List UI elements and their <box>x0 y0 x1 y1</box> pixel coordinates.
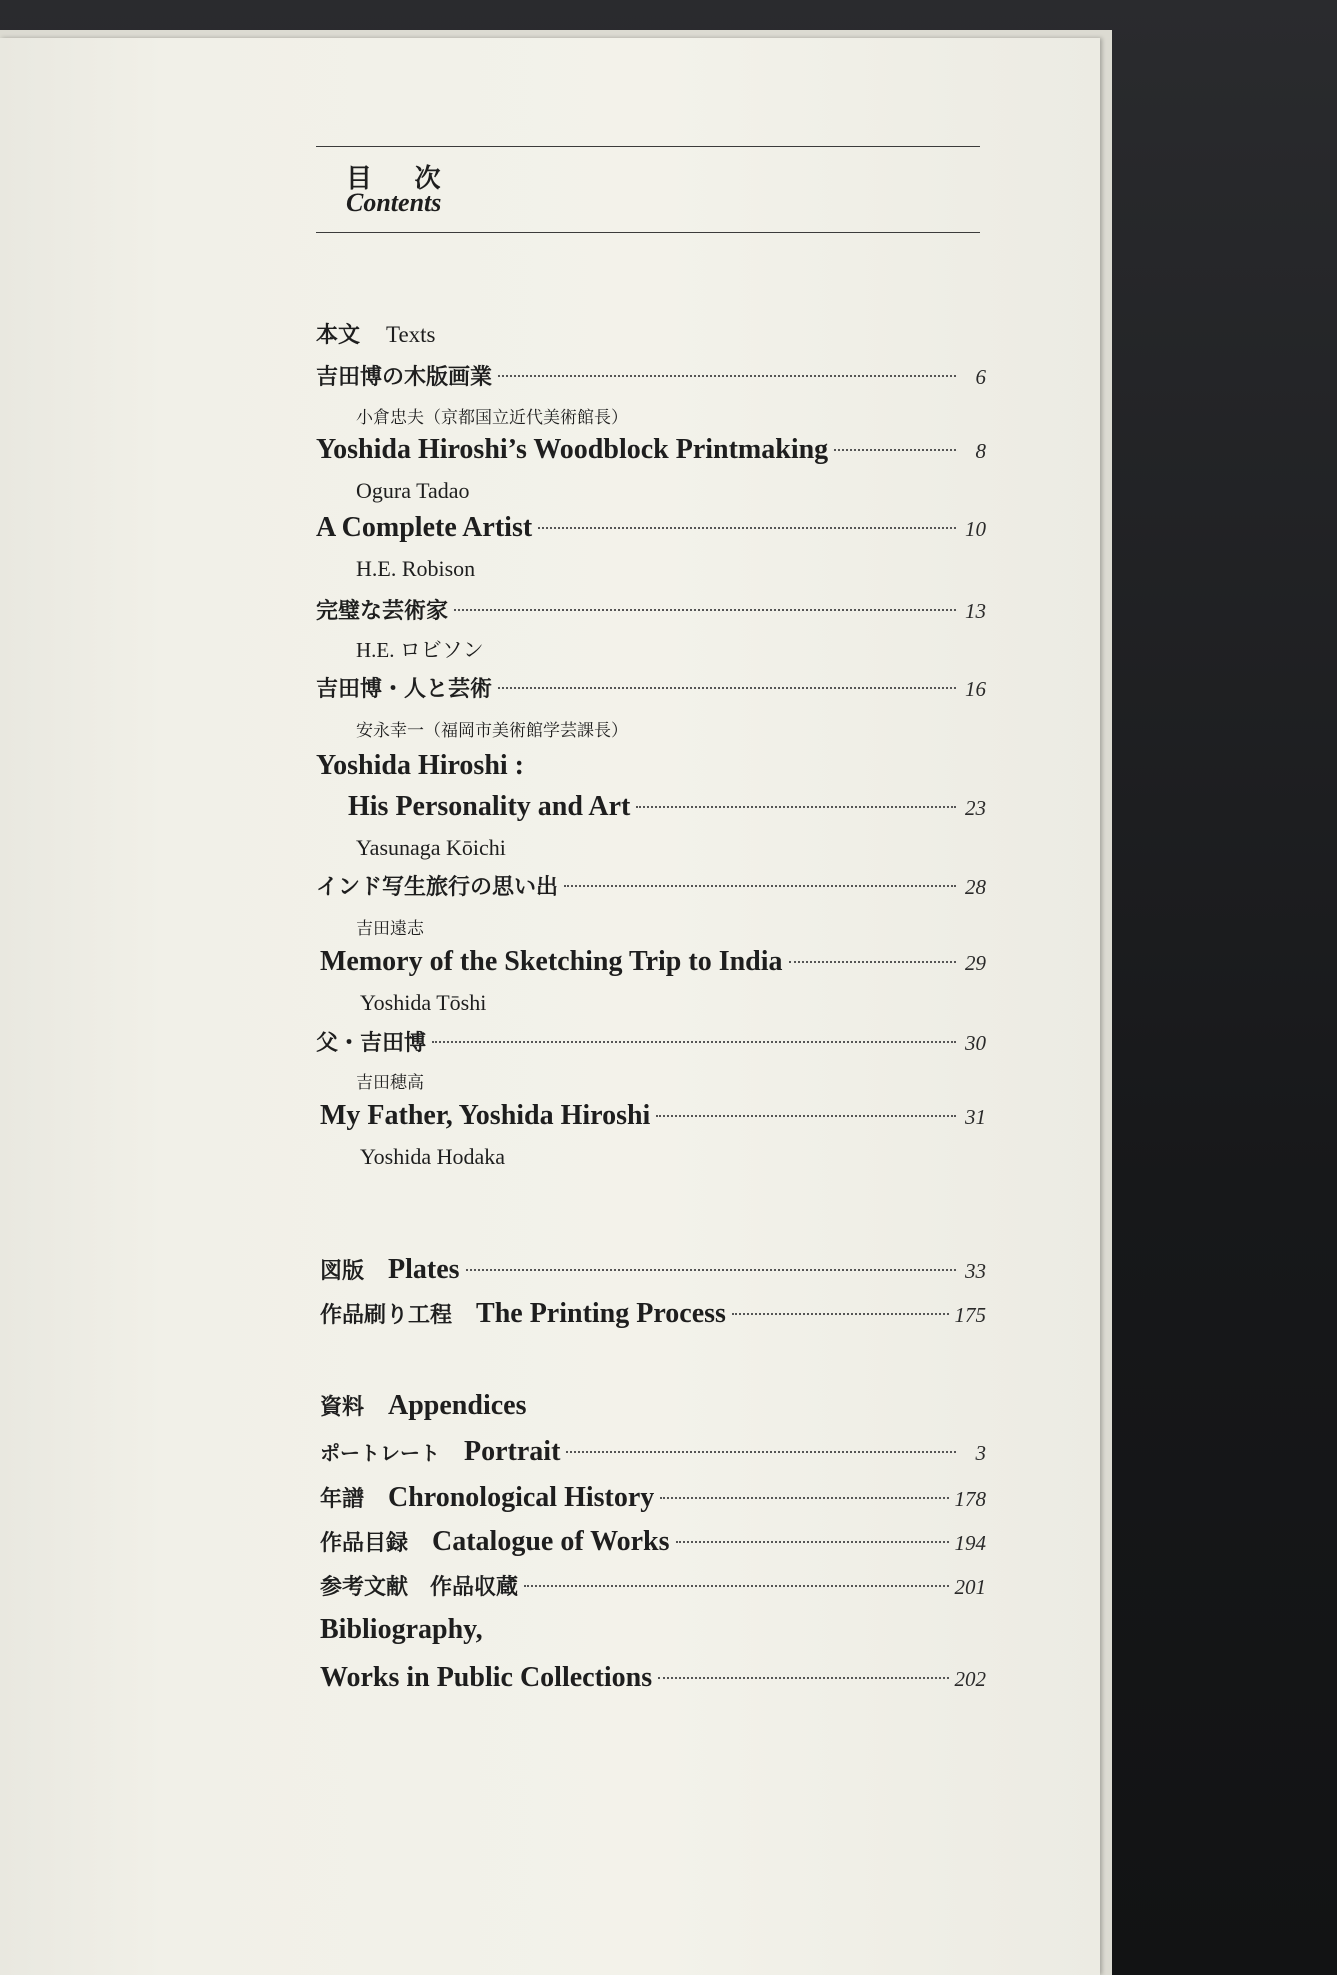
toc-entry[interactable] <box>316 791 986 823</box>
page-number: 23 <box>965 796 986 820</box>
dot-leader <box>432 1041 956 1043</box>
dot-leader <box>658 1677 948 1679</box>
page-number: 13 <box>965 599 986 623</box>
entry-title: 吉田博・人と芸術 <box>316 676 493 701</box>
toc-entry[interactable] <box>316 1526 986 1558</box>
page-number: 28 <box>965 875 986 899</box>
entry-title: My Father, Yoshida Hiroshi <box>320 1100 651 1131</box>
page-number: 31 <box>965 1105 986 1129</box>
toc-entry[interactable] <box>316 1100 986 1132</box>
toc-entry[interactable] <box>316 594 986 625</box>
bibliography-line2: Works in Public Collections <box>320 1662 653 1693</box>
header-rule-top <box>316 146 980 147</box>
dot-leader <box>834 449 956 451</box>
page-number: 8 <box>975 439 986 463</box>
section-appendices-en: Appendices <box>388 1390 527 1421</box>
toc-entry-printing[interactable] <box>316 1298 986 1330</box>
header-rule-bottom <box>316 232 980 233</box>
dot-leader <box>676 1541 949 1543</box>
appendix-jp: 作品目録 <box>320 1530 409 1555</box>
entry-title: A Complete Artist <box>316 512 533 543</box>
section-texts-en: Texts <box>386 322 436 347</box>
plates-jp: 図版 <box>320 1258 365 1283</box>
book-page <box>0 38 1100 1975</box>
contents-title-jp: 目 次 <box>346 164 459 193</box>
dot-leader <box>566 1451 956 1453</box>
entry-author: Yoshida Hodaka <box>360 1144 506 1169</box>
appendix-jp: 年譜 <box>320 1486 365 1511</box>
entry-author: Yoshida Tōshi <box>360 990 487 1015</box>
dot-leader <box>660 1497 948 1499</box>
toc-entry[interactable] <box>316 1026 986 1057</box>
printing-jp: 作品刷り工程 <box>320 1302 453 1327</box>
dot-leader <box>538 527 956 529</box>
section-texts-jp: 本文 <box>316 322 361 347</box>
toc-entry[interactable] <box>316 946 986 978</box>
dot-leader <box>466 1269 956 1271</box>
section-appendices-jp: 資料 <box>320 1394 365 1419</box>
toc-entry[interactable] <box>316 512 986 544</box>
entry-author: H.E. Robison <box>356 556 476 581</box>
appendix-en: Catalogue of Works <box>432 1526 670 1557</box>
page-number: 3 <box>975 1441 986 1465</box>
page-number: 6 <box>975 365 986 389</box>
toc-entry[interactable] <box>316 672 986 703</box>
page-number: 16 <box>965 677 986 701</box>
entry-author: Yasunaga Kōichi <box>356 835 506 860</box>
appendix-en: Portrait <box>464 1436 561 1467</box>
dot-leader <box>656 1115 956 1117</box>
entry-title: Memory of the Sketching Trip to India <box>320 946 783 977</box>
entry-title: 完璧な芸術家 <box>316 598 449 623</box>
toc-entry-bibliography[interactable] <box>316 1662 986 1694</box>
appendix-jp: ポートレート <box>320 1443 440 1465</box>
toc-entry[interactable] <box>316 1570 986 1601</box>
entry-title-line2: His Personality and Art <box>348 791 631 822</box>
appendix-en: Chronological History <box>388 1482 655 1513</box>
toc-entry[interactable] <box>316 1482 986 1514</box>
entry-title: 吉田博の木版画業 <box>316 364 493 389</box>
entry-author: 吉田遠志 <box>356 919 424 938</box>
page-number: 175 <box>954 1303 986 1327</box>
entry-title: インド写生旅行の思い出 <box>316 874 559 899</box>
dot-leader <box>636 806 956 808</box>
entry-author: Ogura Tadao <box>356 478 470 503</box>
page-number: 29 <box>965 951 986 975</box>
dot-leader <box>732 1313 949 1315</box>
page-number: 194 <box>954 1531 986 1555</box>
dot-leader <box>498 687 956 689</box>
entry-author: 吉田穂高 <box>356 1073 424 1092</box>
page-number: 178 <box>954 1487 986 1511</box>
appendix-jp: 参考文献 作品収蔵 <box>320 1574 519 1599</box>
section-texts <box>316 318 986 349</box>
toc-entry[interactable] <box>316 870 986 901</box>
dot-leader <box>498 375 956 377</box>
entry-title: 父・吉田博 <box>316 1030 427 1055</box>
toc-entry[interactable] <box>316 1436 986 1468</box>
dot-leader <box>524 1585 948 1587</box>
entry-author: 小倉忠夫（京都国立近代美術館長） <box>356 408 628 427</box>
page-number: 30 <box>965 1031 986 1055</box>
dot-leader <box>454 609 956 611</box>
contents-title-en: Contents <box>346 188 442 217</box>
page-number: 201 <box>954 1575 986 1599</box>
bibliography-line1[interactable]: Bibliography, <box>320 1614 483 1645</box>
page-number: 202 <box>954 1667 986 1691</box>
section-appendices <box>316 1390 990 1422</box>
dot-leader <box>789 961 956 963</box>
page-number: 33 <box>965 1259 986 1283</box>
toc-entry[interactable] <box>316 360 986 391</box>
page-number: 10 <box>965 517 986 541</box>
entry-author: H.E. ロビソン <box>356 638 484 662</box>
toc-entry-plates[interactable] <box>316 1254 986 1286</box>
plates-en: Plates <box>388 1254 460 1285</box>
entry-title: Yoshida Hiroshi’s Woodblock Printmaking <box>316 434 829 465</box>
entry-title-line1[interactable]: Yoshida Hiroshi : <box>316 750 524 781</box>
entry-author: 安永幸一（福岡市美術館学芸課長） <box>356 721 628 740</box>
printing-en: The Printing Process <box>476 1298 726 1329</box>
toc-entry[interactable] <box>316 434 986 466</box>
dot-leader <box>564 885 956 887</box>
